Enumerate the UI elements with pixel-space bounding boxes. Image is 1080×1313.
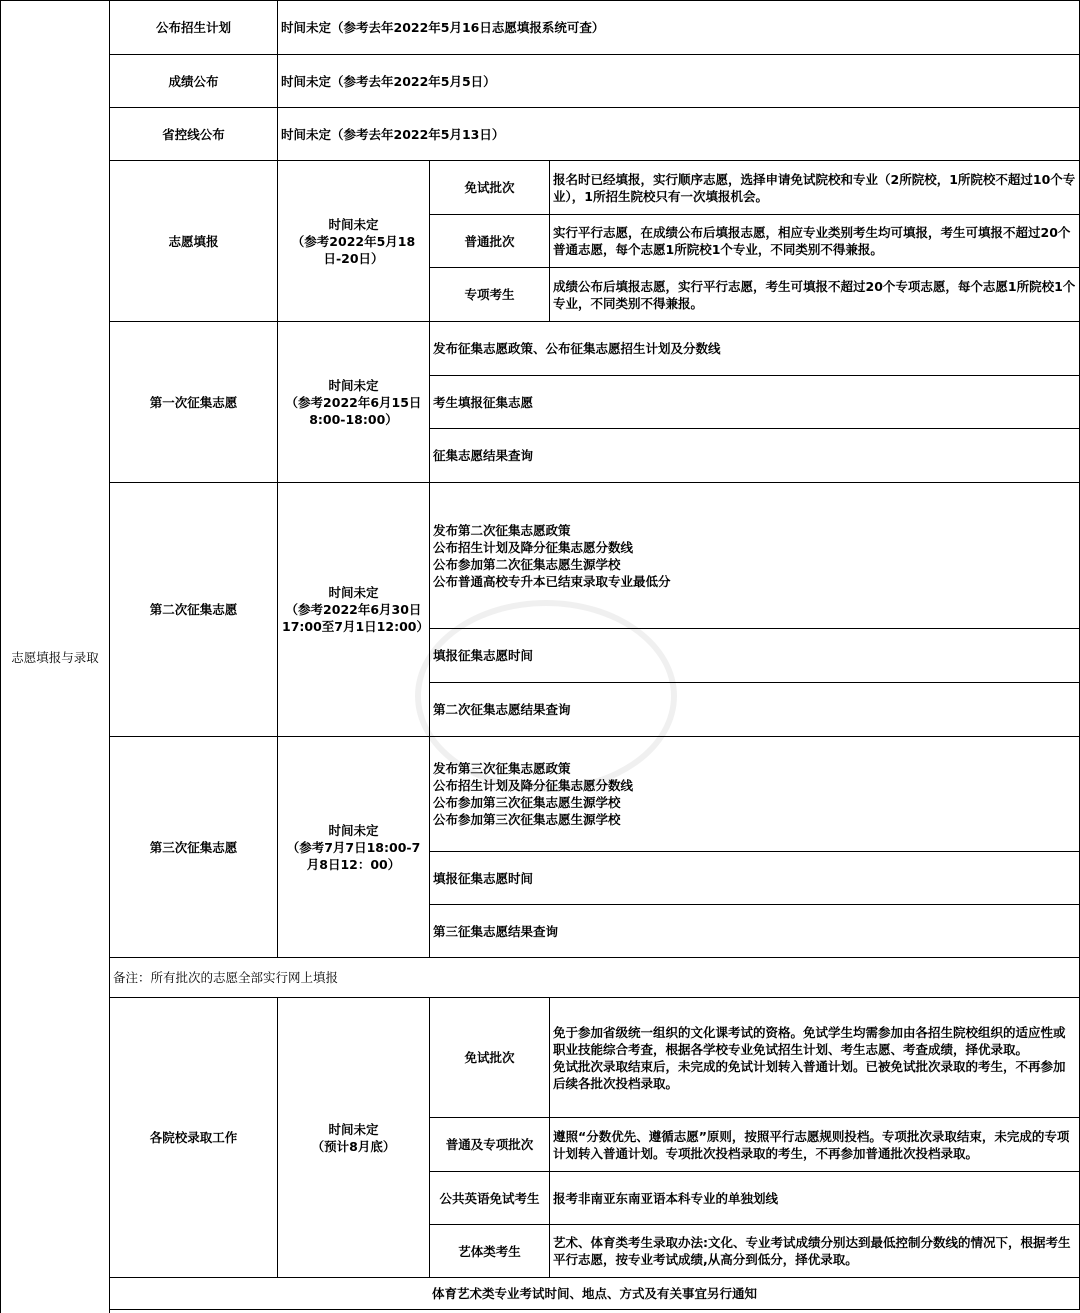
third-step: 填报征集志愿时间 [430, 852, 1080, 905]
section-label: 志愿填报与录取 [0, 0, 110, 1313]
row-label-line: 省控线公布 [110, 108, 278, 161]
footer-row: 体育艺术类专业考试时间、地点、方式及有关事宜另行通知 [110, 1278, 1080, 1310]
second-step: 第二次征集志愿结果查询 [430, 683, 1080, 737]
fill-item-label: 免试批次 [430, 161, 550, 215]
block-label-fill: 志愿填报 [110, 161, 278, 322]
admission-item-content: 遵照“分数优先、遵循志愿”原则，按照平行志愿规则投档。专项批次录取结束，未完成的专项计划转入普通计划。专项批次投档录取的考生，不再参加普通批次投档录取。 [550, 1118, 1080, 1172]
fill-item-content: 报名时已经填报，实行顺序志愿，选择申请免试院校和专业（2所院校，1所院校不超过10个专业），1所招生院校只有一次填报机会。 [550, 161, 1080, 215]
second-step: 发布第二次征集志愿政策 公布招生计划及降分征集志愿分数线 公布参加第二次征集志愿生源学校 公布普通高校专升本已结束录取专业最低分 [430, 483, 1080, 629]
block-label-first: 第一次征集志愿 [110, 322, 278, 483]
row-content-line: 时间未定（参考去年2022年5月13日） [278, 108, 1080, 161]
block-label-admission: 各院校录取工作 [110, 998, 278, 1278]
fill-item-label: 专项考生 [430, 268, 550, 322]
row-content-score: 时间未定（参考去年2022年5月5日） [278, 55, 1080, 108]
row-label-plan: 公布招生计划 [110, 0, 278, 55]
block-label-second: 第二次征集志愿 [110, 483, 278, 737]
block-time-first: 时间未定 （参考2022年6月15日 8:00-18:00） [278, 322, 430, 483]
block-time-fill: 时间未定 （参考2022年5月18日-20日） [278, 161, 430, 322]
first-step: 考生填报征集志愿 [430, 376, 1080, 429]
admission-item-content: 报考非南亚东南亚语本科专业的单独划线 [550, 1172, 1080, 1225]
first-step: 征集志愿结果查询 [430, 429, 1080, 483]
admission-item-label: 普通及专项批次 [430, 1118, 550, 1172]
fill-item-content: 实行平行志愿，在成绩公布后填报志愿，相应专业类别考生均可填报，考生可填报不超过20个普通志愿，每个志愿1所院校1个专业，不同类别不得兼报。 [550, 215, 1080, 268]
admission-item-label: 免试批次 [430, 998, 550, 1118]
block-time-third: 时间未定 （参考7月7日18:00-7月8日12：00） [278, 737, 430, 958]
block-time-admission: 时间未定 （预计8月底） [278, 998, 430, 1278]
row-label-score: 成绩公布 [110, 55, 278, 108]
fill-item-content: 成绩公布后填报志愿，实行平行志愿，考生可填报不超过20个专项志愿，每个志愿1所院校1个专业，不同类别不得兼报。 [550, 268, 1080, 322]
admission-item-label: 公共英语免试考生 [430, 1172, 550, 1225]
third-step: 第三征集志愿结果查询 [430, 905, 1080, 958]
first-step: 发布征集志愿政策、公布征集志愿招生计划及分数线 [430, 322, 1080, 376]
admission-item-content: 艺术、体育类考生录取办法:文化、专业考试成绩分别达到最低控制分数线的情况下，根据考生平行志愿，按专业考试成绩,从高分到低分，择优录取。 [550, 1225, 1080, 1278]
fill-item-label: 普通批次 [430, 215, 550, 268]
second-step: 填报征集志愿时间 [430, 629, 1080, 683]
row-content-plan: 时间未定（参考去年2022年5月16日志愿填报系统可查） [278, 0, 1080, 55]
block-time-second: 时间未定 （参考2022年6月30日 17:00至7月1日12:00） [278, 483, 430, 737]
third-step: 发布第三次征集志愿政策 公布招生计划及降分征集志愿分数线 公布参加第三次征集志愿生源学校 公布参加第三次征集志愿生源学校 [430, 737, 1080, 852]
note-row: 备注：所有批次的志愿全部实行网上填报 [110, 958, 1080, 998]
block-label-third: 第三次征集志愿 [110, 737, 278, 958]
admission-item-content: 免于参加省级统一组织的文化课考试的资格。免试学生均需参加由各招生院校组织的适应性或职业技能综合考查，根据各学校专业免试招生计划、考生志愿、考查成绩，择优录取。 免试批次录取结束后，未完成的免试计划转入普通计划。已被免试批次录取的考生，不再参加后续各批次投档录取。 [550, 998, 1080, 1118]
admission-item-label: 艺体类考生 [430, 1225, 550, 1278]
